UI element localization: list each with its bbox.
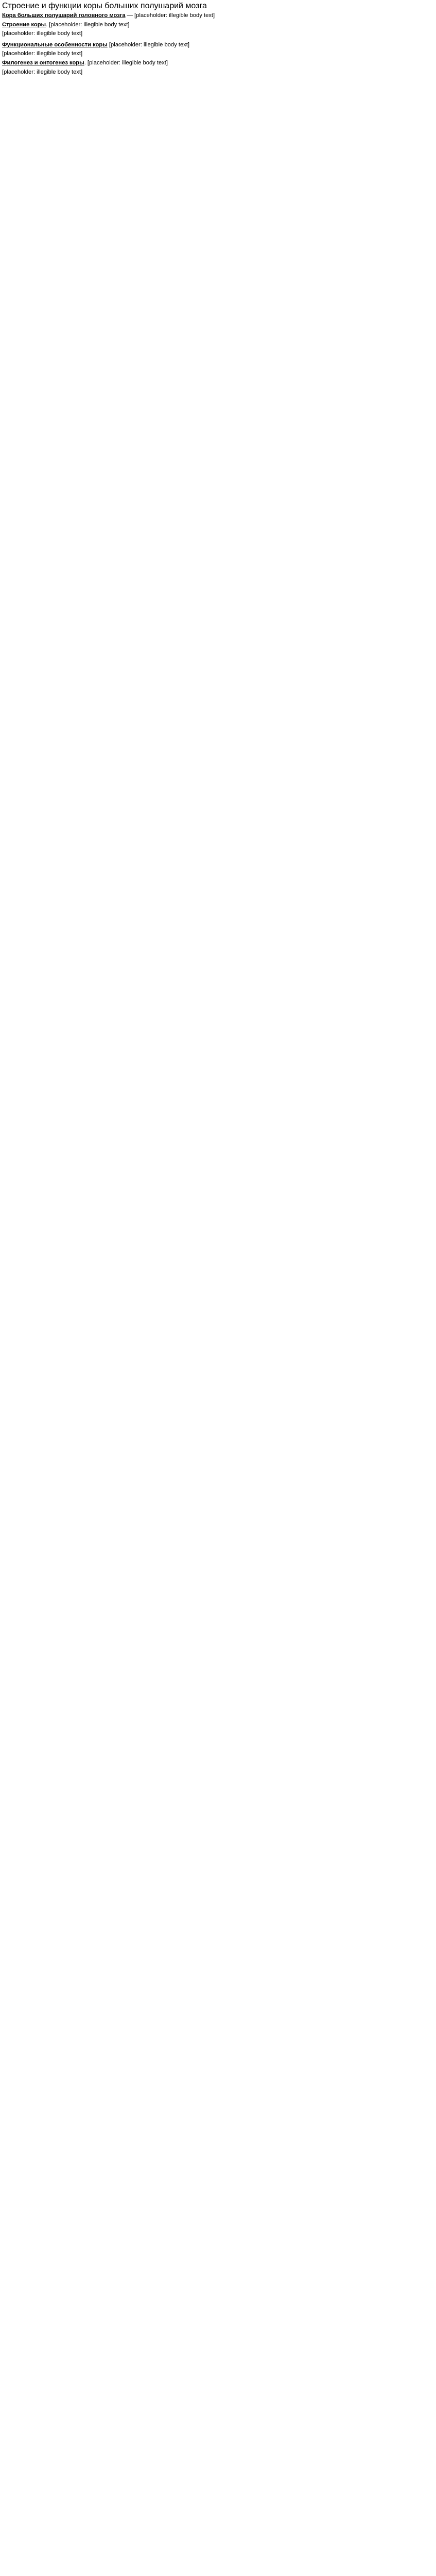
article-paragraph [2,50,434,58]
paragraph-lead: Функциональные особенности коры [2,41,108,48]
article-paragraph [2,22,434,29]
article-paragraph [2,60,434,67]
paragraph-text: . [placeholder: illegible body text] [46,21,130,28]
document-title: Строение и функции коры больших полушарий мозга [2,2,207,10]
paragraph-gap [2,38,434,42]
article-paragraph [2,42,434,49]
paragraph-text: [placeholder: illegible body text] [2,30,83,37]
article-body [2,12,434,76]
article-paragraph [2,30,434,38]
paragraph-text: . [placeholder: illegible body text] [84,59,168,66]
article-paragraph [2,69,434,76]
paragraph-lead: Строение коры [2,21,46,28]
paragraph-text: [placeholder: illegible body text] [107,41,189,48]
paragraph-text: — [placeholder: illegible body text] [125,12,215,19]
paragraph-lead: Кора больших полушарий головного мозга [2,12,126,19]
paragraph-lead: Филогенез и онтогенез коры [2,59,84,66]
article-paragraph [2,12,434,20]
paragraph-text: [placeholder: illegible body text] [2,69,83,75]
paragraph-text: [placeholder: illegible body text] [2,50,83,57]
